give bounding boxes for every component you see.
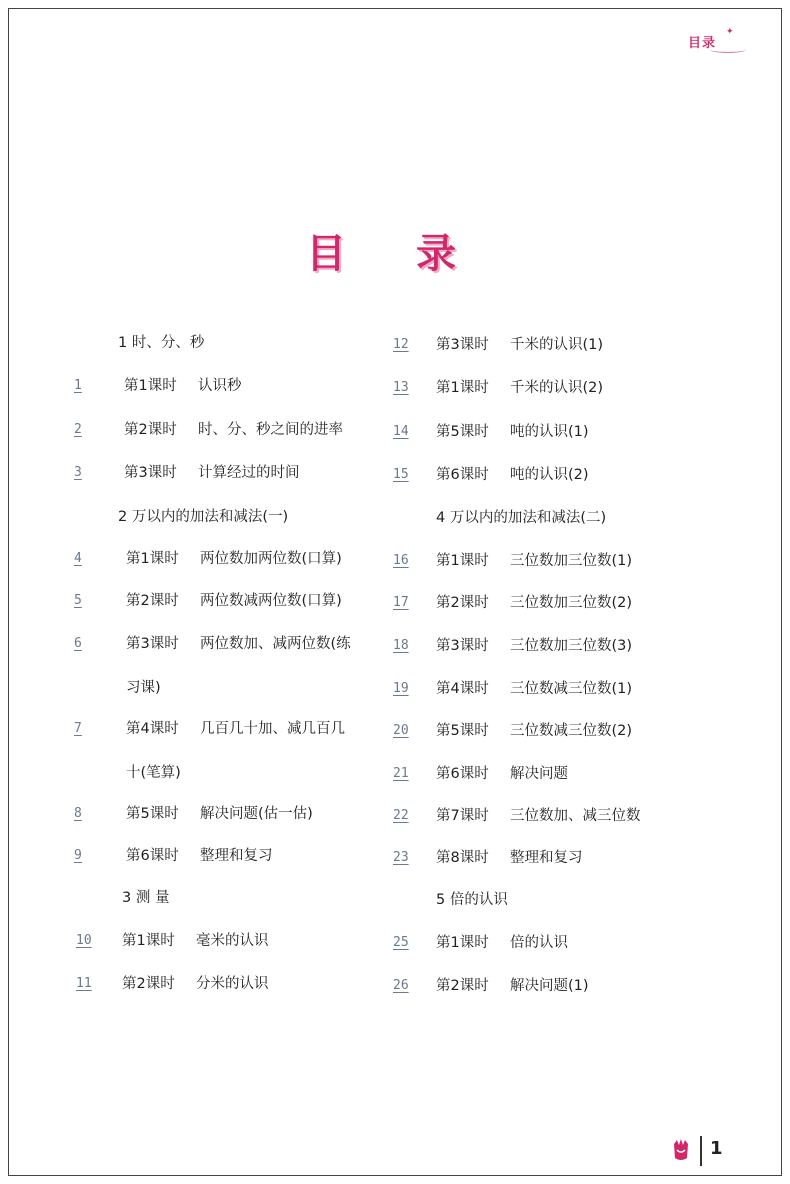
lesson-topic: 解决问题(1) [510,978,589,994]
unit-heading: 4 万以内的加法和减法(二) [436,510,607,526]
page-ref: 17 [393,595,409,610]
page-ref: 13 [393,380,409,395]
page-ref: 19 [393,681,409,696]
lesson-label: 第1课时 [124,378,177,394]
lesson-topic-continuation: 习课) [126,680,161,696]
lesson-label: 第2课时 [122,976,175,992]
page-ref: 12 [393,337,409,352]
lesson-label: 第5课时 [436,723,489,739]
lesson-label: 第1课时 [436,935,489,951]
lesson-topic: 毫米的认识 [196,933,269,949]
page-ref: 20 [393,723,409,738]
lesson-label: 第5课时 [126,806,179,822]
section-mark [688,27,735,51]
lesson-topic: 两位数加两位数(口算) [200,551,342,567]
lesson-label: 第2课时 [126,593,179,609]
lesson-label: 第3课时 [126,636,179,652]
unit-heading: 2 万以内的加法和减法(一) [118,509,289,525]
page-ref: 14 [393,424,409,439]
page-ref: 10 [76,933,92,948]
lesson-label: 第1课时 [436,380,489,396]
lesson-topic: 倍的认识 [510,935,568,951]
lesson-topic: 解决问题 [510,766,568,782]
lesson-label: 第6课时 [436,766,489,782]
lesson-topic: 吨的认识(1) [510,424,589,440]
lesson-topic: 认识秒 [198,378,242,394]
unit-heading: 5 倍的认识 [436,892,508,908]
page-ref: 2 [74,422,82,437]
lesson-topic: 吨的认识(2) [510,467,589,483]
page-ref: 3 [74,465,82,480]
lesson-topic: 三位数减三位数(1) [510,681,633,697]
page-ref: 8 [74,806,82,821]
page-ref: 16 [393,553,409,568]
page-ref: 7 [74,721,82,736]
lesson-label: 第6课时 [126,848,179,864]
lesson-label: 第2课时 [124,422,177,438]
lesson-label: 第4课时 [436,681,489,697]
lesson-label: 第7课时 [436,808,489,824]
swoosh-decoration [710,46,746,53]
lesson-topic-continuation: 十(笔算) [126,765,181,781]
crown-hand-icon [672,1138,690,1162]
page-ref: 11 [76,976,92,991]
page-ref: 1 [74,378,82,393]
page-ref: 6 [74,636,82,651]
footer-divider [700,1136,702,1166]
lesson-label: 第1课时 [436,553,489,569]
page-title: 目 录 [306,230,484,277]
lesson-topic: 两位数加、减两位数(练 [200,636,351,652]
page-ref: 5 [74,593,82,608]
lesson-label: 第3课时 [124,465,177,481]
page-ref: 26 [393,978,409,993]
page-ref: 9 [74,848,82,863]
section-mark-text: 目录 [688,36,717,51]
lesson-label: 第5课时 [436,424,489,440]
page-ref: 4 [74,551,82,566]
lesson-topic: 计算经过的时间 [198,465,300,481]
lesson-label: 第1课时 [126,551,179,567]
lesson-label: 第8课时 [436,850,489,866]
lesson-topic: 三位数加三位数(1) [510,553,633,569]
page-ref: 21 [393,766,409,781]
lesson-topic: 三位数加、减三位数 [510,808,641,824]
page-ref: 23 [393,850,409,865]
lesson-label: 第2课时 [436,978,489,994]
page-ref: 15 [393,467,409,482]
lesson-topic: 三位数减三位数(2) [510,723,633,739]
lesson-topic: 整理和复习 [200,848,273,864]
lesson-topic: 几百几十加、减几百几 [200,721,345,737]
lesson-label: 第3课时 [436,638,489,654]
page-ref: 22 [393,808,409,823]
lesson-topic: 解决问题(估一估) [200,806,313,822]
page-ref: 25 [393,935,409,950]
lesson-label: 第1课时 [122,933,175,949]
lesson-label: 第2课时 [436,595,489,611]
lesson-topic: 三位数加三位数(2) [510,595,633,611]
lesson-topic: 整理和复习 [510,850,583,866]
unit-heading: 1 时、分、秒 [118,335,205,351]
lesson-topic: 时、分、秒之间的进率 [198,422,343,438]
page-ref: 18 [393,638,409,653]
unit-heading: 3 测 量 [122,890,170,906]
lesson-topic: 两位数减两位数(口算) [200,593,342,609]
lesson-topic: 千米的认识(2) [510,380,604,396]
page-number: 1 [710,1138,723,1159]
lesson-label: 第3课时 [436,337,489,353]
lesson-topic: 三位数加三位数(3) [510,638,633,654]
star-icon: ✦ [726,27,735,37]
lesson-topic: 分米的认识 [196,976,269,992]
lesson-label: 第4课时 [126,721,179,737]
lesson-topic: 千米的认识(1) [510,337,604,353]
lesson-label: 第6课时 [436,467,489,483]
